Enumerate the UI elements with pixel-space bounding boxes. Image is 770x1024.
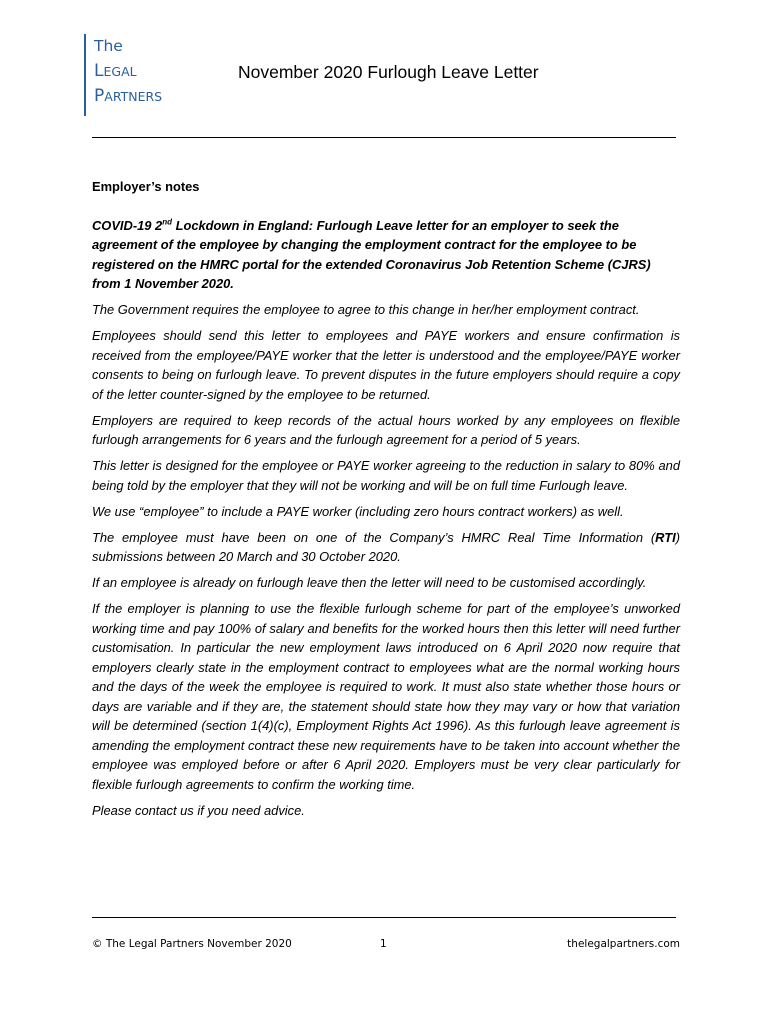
paragraph-send-letter: Employees should send this letter to employees and PAYE workers and ensure confirmation is received from the employee/PAYE worker that the letter is understood and the employee/PAYE worker consents to being on furlough leave. To prevent disputes in the future employers should require a copy of the letter counter-signed by the employee to be returned. — [92, 328, 680, 402]
paragraph-employee-definition: We use “employee” to include a PAYE worker (including zero hours contract workers) as well. — [92, 503, 624, 519]
header-divider — [92, 137, 676, 138]
rti-abbreviation: RTI — [655, 529, 676, 545]
paragraph-flexible-furlough: If the employer is planning to use the flexible furlough scheme for part of the employee’s unworked working time and pay 100% of salary and benefits for the worked hours then this letter will need further customisation. In particular the new employment laws introduced on 6 April 2020 now require that employers clearly state in the employment contract to employees what are the normal working hours and the days of the week the employee is required to work. It must also state whether those hours or days are variable and if they are, the statement should state how they may vary or how that variation will be determined (section 1(4)(c), Employment Rights Act 1996). As this furlough leave agreement is amending the employment contract these new requirements have to be taken into account whether the employee was employed before or after 6 April 2020. Employers must be very clear particularly for flexible furlough agreements to confirm the working time. — [92, 601, 680, 792]
footer-copyright: © The Legal Partners November 2020 — [92, 938, 292, 950]
page-number: 1 — [380, 938, 387, 950]
intro-paragraph: COVID-19 2nd Lockdown in England: Furlough Leave letter for an employer to seek the agreement of the employee by changing the employment contract for the employee to be registered on the HMRC portal for the extended Coronavirus Job Retention Scheme (CJRS) from 1 November 2020. — [92, 217, 651, 291]
footer-website: thelegalpartners.com — [567, 938, 680, 950]
document-body — [92, 177, 680, 827]
logo-line-partners: PARTNERS — [94, 86, 163, 106]
paragraph-records: Employers are required to keep records of the actual hours worked by any employees on flexible furlough arrangements for 6 years and the furlough agreement for a period of 5 years. — [92, 412, 680, 447]
logo-line-the: The — [94, 37, 123, 55]
paragraph-already-furloughed: If an employee is already on furlough leave then the letter will need to be customised accordingly. — [92, 575, 647, 590]
paragraph-rti: The employee must have been on one of the Company’s HMRC Real Time Information (RTI) submissions between 20 March and 30 October 2020. — [92, 529, 680, 564]
logo-line-legal: LEGAL — [94, 61, 137, 81]
company-logo — [84, 34, 162, 116]
page-footer — [92, 938, 680, 954]
footer-divider — [92, 917, 676, 918]
paragraph-government-requirement: The Government requires the employee to agree to this change in her/her employment contract. — [92, 302, 640, 317]
ordinal-superscript: nd — [162, 217, 172, 227]
employers-notes-heading: Employer’s notes — [92, 179, 200, 194]
paragraph-letter-design: This letter is designed for the employee or PAYE worker agreeing to the reduction in salary to 80% and being told by the employer that they will not be working and will be on full time Furlough leave. — [92, 458, 680, 493]
paragraph-contact: Please contact us if you need advice. — [92, 802, 305, 818]
document-title: November 2020 Furlough Leave Letter — [238, 62, 539, 82]
